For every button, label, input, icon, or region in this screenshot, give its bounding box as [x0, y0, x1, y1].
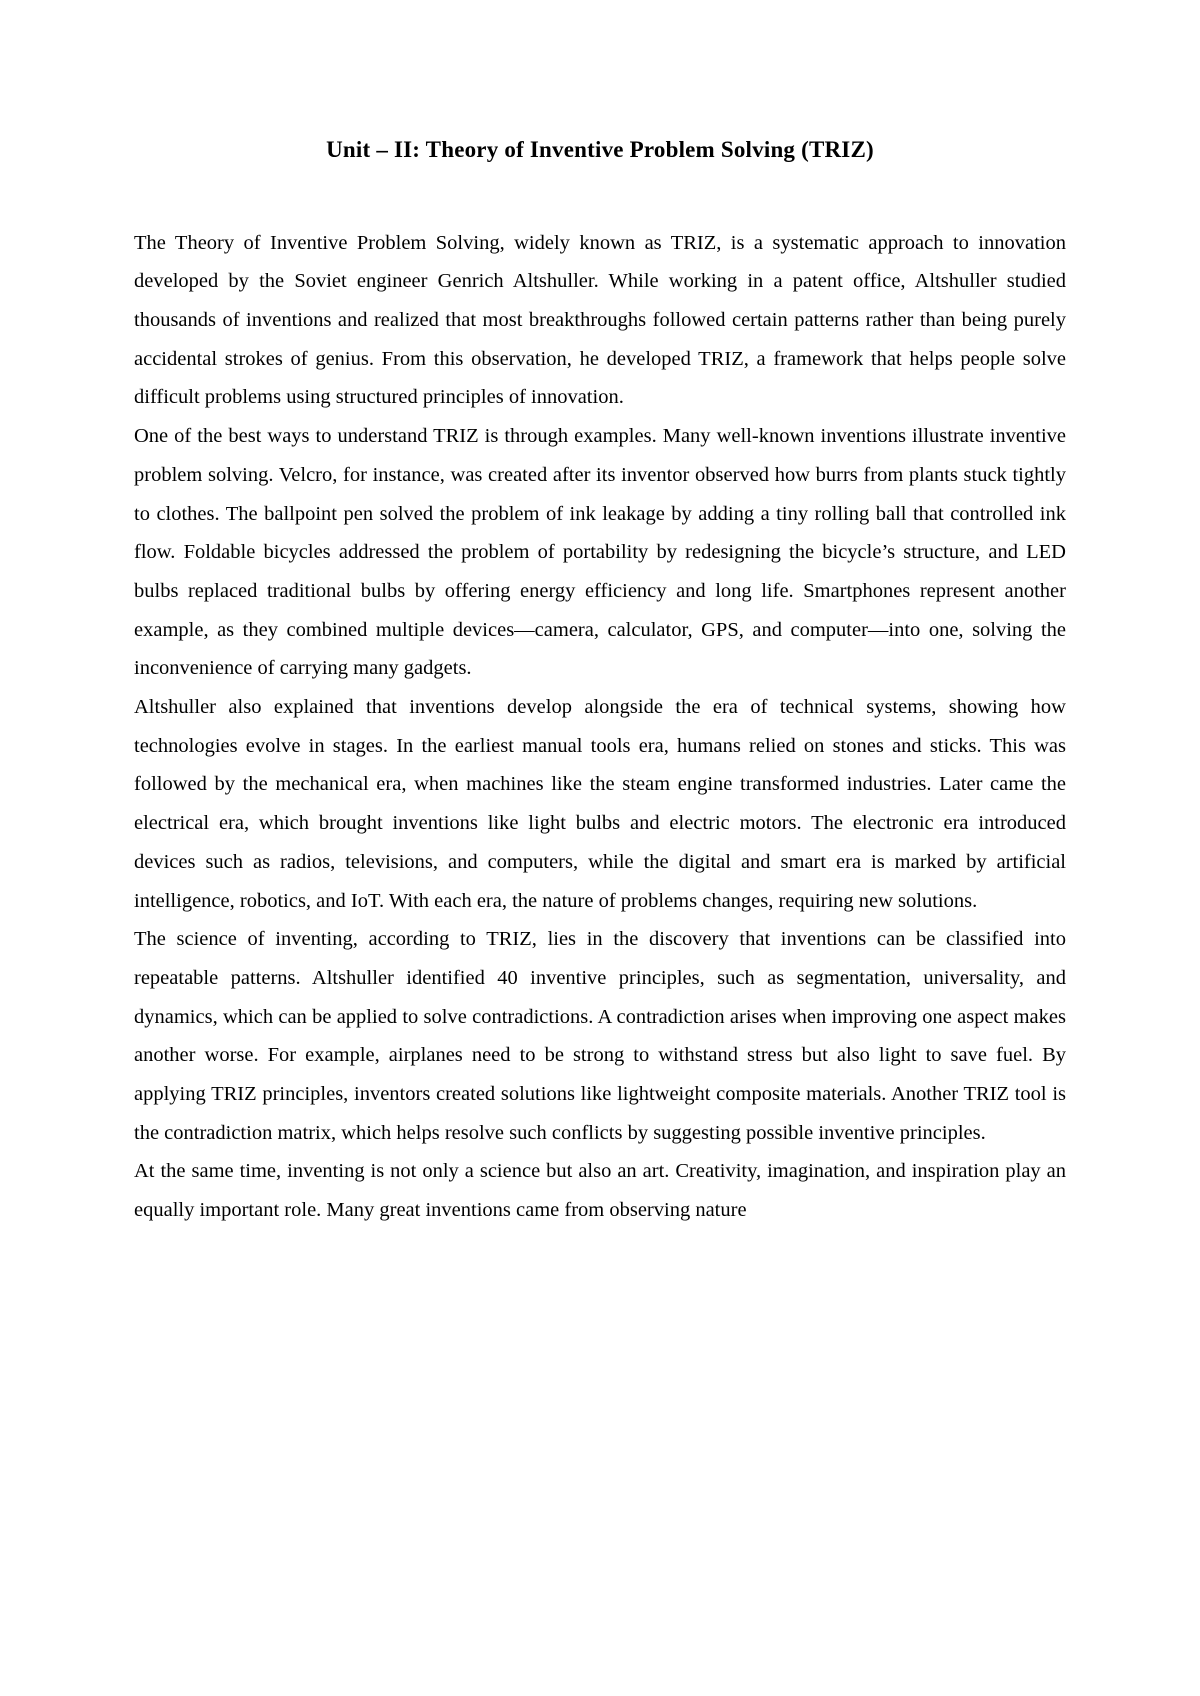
document-body — [134, 224, 1066, 1230]
paragraph-art-of-inventing: At the same time, inventing is not only a science but also an art. Creativity, imagination, and inspiration play an equally important role. Many great inventions came from observing nature — [134, 1160, 1066, 1222]
paragraph-examples: One of the best ways to understand TRIZ is through examples. Many well-known inventions illustrate inventive problem solving. Velcro, for instance, was created after its inventor observed how burrs from plants stuck tightly to clothes. The ballpoint pen solved the problem of ink leakage by adding a tiny rolling ball that controlled ink flow. Foldable bicycles addressed the problem of portability by redesigning the bicycle’s structure, and LED bulbs replaced traditional bulbs by offering energy efficiency and long life. Smartphones represent another example, as they combined multiple devices—camera, calculator, GPS, and computer—into one, solving the inconvenience of carrying many gadgets. — [134, 425, 1066, 680]
document-title: Unit – II: Theory of Inventive Problem Solving (TRIZ) — [326, 137, 874, 162]
paragraph-technical-eras: Altshuller also explained that inventions develop alongside the era of technical systems, showing how technologies evolve in stages. In the earliest manual tools era, humans relied on stones and sticks. This was followed by the mechanical era, when machines like the steam engine transformed industries. Later came the electrical era, which brought inventions like light bulbs and electric motors. The electronic era introduced devices such as radios, televisions, and computers, while the digital and smart era is marked by artificial intelligence, robotics, and IoT. With each era, the nature of problems changes, requiring new solutions. — [134, 696, 1066, 912]
paragraph-science-of-inventing: The science of inventing, according to TRIZ, lies in the discovery that inventions can be classified into repeatable patterns. Altshuller identified 40 inventive principles, such as segmentation, universality, and dynamics, which can be applied to solve contradictions. A contradiction arises when improving one aspect makes another worse. For example, airplanes need to be strong to withstand stress but also light to save fuel. By applying TRIZ principles, inventors created solutions like lightweight composite materials. Another TRIZ tool is the contradiction matrix, which helps resolve such conflicts by suggesting possible inventive principles. — [134, 928, 1066, 1144]
paragraph-intro-triz: The Theory of Inventive Problem Solving, widely known as TRIZ, is a systematic approach to innovation developed by the Soviet engineer Genrich Altshuller. While working in a patent office, Altshuller studied thousands of inventions and realized that most breakthroughs followed certain patterns rather than being purely accidental strokes of genius. From this observation, he developed TRIZ, a framework that helps people solve difficult problems using structured principles of innovation. — [134, 231, 1066, 409]
